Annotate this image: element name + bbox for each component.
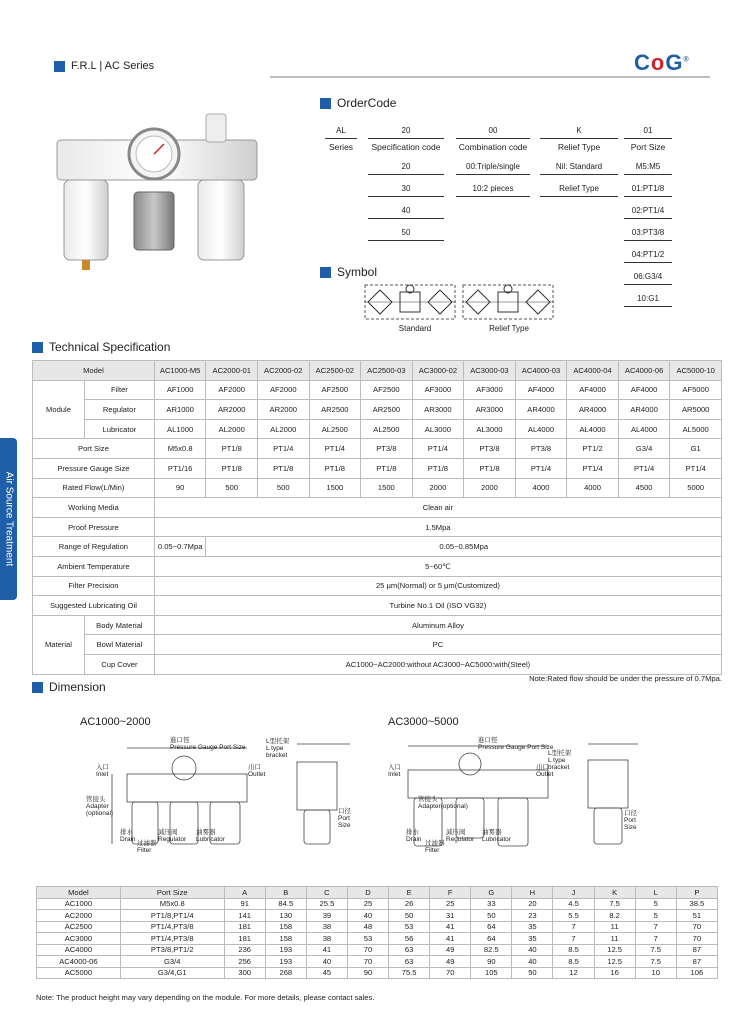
spec-row-proof: Proof Pressure 1.5Mpa [33, 517, 722, 537]
table-cell: 51 [676, 910, 717, 922]
table-cell: AC5000 [37, 967, 121, 979]
dim-right-inlet-label: 入口 Inlet [388, 764, 401, 778]
dim-right-filter-label: 过滤器 Filter [425, 840, 445, 854]
dim-right-regulator-label: 減压阀 Regulator [446, 829, 475, 843]
table-cell: 33 [471, 898, 512, 910]
dim-left-filter-label: 过滤器 Filter [137, 840, 157, 854]
table-cell: 40 [512, 944, 553, 956]
dim-right-gauge-label: 進口徑 Pressure Gauge Port Size [478, 737, 554, 751]
table-cell: 41 [430, 933, 471, 945]
header-bullet [54, 61, 65, 72]
table-row [37, 967, 718, 979]
table-cell: AC4000-06 [37, 956, 121, 968]
table-cell: 25 [347, 898, 388, 910]
dim-left-bracket-label: L型托架 L type bracket [266, 738, 290, 759]
table-cell: 63 [389, 944, 430, 956]
table-row [37, 910, 718, 922]
table-cell: 70 [347, 956, 388, 968]
dim-right-port-label: 口径 Port Size [624, 810, 637, 831]
spec-row-range: Range of Regulation 0.05~0.7Mpa 0.05~0.85Mpa [33, 537, 722, 557]
table-cell: 70 [347, 944, 388, 956]
table-cell: M5x0.8 [120, 898, 224, 910]
table-cell: 8.2 [594, 910, 635, 922]
table-cell: 87 [676, 956, 717, 968]
dim-left-lubricator-label: 油雾器 Lubricator [196, 829, 225, 843]
table-cell: 106 [676, 967, 717, 979]
spec-table [32, 360, 722, 675]
table-cell: PT3/8,PT1/2 [120, 944, 224, 956]
header-divider [270, 76, 710, 78]
table-cell: 70 [676, 921, 717, 933]
table-cell: 82.5 [471, 944, 512, 956]
table-cell: 158 [265, 921, 306, 933]
table-cell: 31 [430, 910, 471, 922]
dim-right-lubricator-label: 油雾器 Lubricator [482, 829, 511, 843]
table-cell: 16 [594, 967, 635, 979]
table-cell: 193 [265, 944, 306, 956]
spec-row-model: Model AC1000-M5 AC2000-01 AC2000-02 AC2500-02 AC2500-03 AC3000-02 AC3000-03 AC4000-03 AC4000-04 AC4000-06 AC5000-10 [33, 361, 722, 381]
table-cell: 5 [635, 910, 676, 922]
spec-row-body: Material Body Material Aluminum Alloy [33, 615, 722, 635]
brand-logo: CoG® [634, 50, 690, 75]
table-row [37, 956, 718, 968]
dim-table [36, 886, 718, 979]
table-cell: 7.5 [594, 898, 635, 910]
table-row [37, 898, 718, 910]
spec-row-lubricator: Lubricator AL1000 AL2000 AL2000 AL2500 AL2500 AL3000 AL3000 AL4000 AL4000 AL4000 AL5000 [33, 419, 722, 439]
side-tab: Air Source Treatment [0, 438, 17, 600]
dim-left-drain-label: 排水 Drain [120, 829, 136, 843]
table-cell: 4.5 [553, 898, 594, 910]
tech-note: Note:Rated flow should be under the pressure of 0.7Mpa. [529, 674, 722, 683]
table-cell: 50 [471, 910, 512, 922]
dim-right-title: AC3000~5000 [388, 716, 459, 728]
spec-row-oil: Suggested Lubricating Oil Turbine No.1 Oil (ISO VG32) [33, 596, 722, 616]
table-cell: 7.5 [635, 944, 676, 956]
table-cell: 181 [224, 933, 265, 945]
dim-left-regulator-label: 減压阀 Regulator [158, 829, 187, 843]
table-cell: 53 [389, 921, 430, 933]
spec-row-precision: Filter Precision 25 μm(Normal) or 5 μm(Customized) [33, 576, 722, 596]
spec-row-regulator: Regulator AR1000 AR2000 AR2000 AR2500 AR2500 AR3000 AR3000 AR4000 AR4000 AR4000 AR5000 [33, 400, 722, 420]
dim-right-drain-label: 排水 Drain [406, 829, 422, 843]
table-cell: 49 [430, 944, 471, 956]
spec-row-gauge: Pressure Gauge Size PT1/16 PT1/8 PT1/8 PT1/8 PT1/8 PT1/8 PT1/8 PT1/4 PT1/4 PT1/4 PT1/4 [33, 458, 722, 478]
table-cell: 8.5 [553, 956, 594, 968]
table-row [37, 933, 718, 945]
product-image [52, 112, 262, 277]
table-row [37, 944, 718, 956]
table-cell: 158 [265, 933, 306, 945]
table-cell: G3/4,G1 [120, 967, 224, 979]
table-cell: 41 [306, 944, 347, 956]
table-cell: 7 [553, 921, 594, 933]
oc-spec: 20 Specification code 20 30 40 50 [368, 126, 444, 241]
table-cell: 12.5 [594, 956, 635, 968]
table-cell: 268 [265, 967, 306, 979]
spec-row-flow: Rated Flow(L/Min) 90 500 500 1500 1500 2000 2000 4000 4000 4500 5000 [33, 478, 722, 498]
table-cell: 256 [224, 956, 265, 968]
tech-title: Technical Specification [32, 340, 170, 354]
table-cell: 75.5 [389, 967, 430, 979]
table-cell: 50 [512, 967, 553, 979]
table-cell: 300 [224, 967, 265, 979]
symbol-standard [364, 284, 456, 320]
table-cell: 91 [224, 898, 265, 910]
dim-right-bracket-label: L型托架 L type bracket [548, 750, 572, 771]
table-cell: 141 [224, 910, 265, 922]
table-cell: 8.5 [553, 944, 594, 956]
table-cell: 35 [512, 933, 553, 945]
table-cell: 49 [430, 956, 471, 968]
table-cell: PT1/8,PT1/4 [120, 910, 224, 922]
table-cell: 181 [224, 921, 265, 933]
dim-right-adapter-label: 管接头 Adapter(optional) [418, 796, 468, 810]
table-cell: 25 [430, 898, 471, 910]
table-cell: 10 [635, 967, 676, 979]
table-cell: 70 [430, 967, 471, 979]
header-title: F.R.L | AC Series [71, 60, 155, 72]
table-cell: 105 [471, 967, 512, 979]
table-cell: 38 [306, 933, 347, 945]
dim-note: Note: The product height may vary depending on the module. For more details, please contact sales. [36, 993, 375, 1002]
table-cell: 45 [306, 967, 347, 979]
table-cell: 7 [635, 921, 676, 933]
table-cell: 12.5 [594, 944, 635, 956]
table-cell: 11 [594, 933, 635, 945]
table-cell: AC2000 [37, 910, 121, 922]
dimension-title: Dimension [32, 680, 106, 694]
dim-header-row: Model Port Size A B C D E F G H J K L P [37, 887, 718, 899]
oc-relief: K Relief Type Nil: Standard Relief Type [540, 126, 618, 197]
dim-left-adapter-label: 管接头 Adapter (optional) [86, 796, 114, 817]
symbol-standard-label: Standard [398, 324, 432, 333]
table-cell: 64 [471, 933, 512, 945]
table-cell: PT1/4,PT3/8 [120, 921, 224, 933]
table-cell: AC4000 [37, 944, 121, 956]
table-cell: 48 [347, 921, 388, 933]
table-cell: 5 [635, 898, 676, 910]
spec-row-port: Port Size M5x0.8 PT1/8 PT1/4 PT1/4 PT3/8 PT1/4 PT3/8 PT3/8 PT1/2 G3/4 G1 [33, 439, 722, 459]
table-cell: 53 [347, 933, 388, 945]
symbol-relief-label: Relief Type [489, 324, 529, 333]
table-cell: 38 [306, 921, 347, 933]
spec-row-bowl: Bowl Material PC [33, 635, 722, 655]
oc-series: AL Series [325, 126, 357, 152]
table-row [37, 921, 718, 933]
dim-right-outlet-label: 出口 Outlet [536, 764, 554, 778]
table-cell: 193 [265, 956, 306, 968]
table-cell: 26 [389, 898, 430, 910]
symbol-relief [462, 284, 554, 320]
table-cell: 7 [553, 933, 594, 945]
table-cell: 90 [471, 956, 512, 968]
table-cell: 236 [224, 944, 265, 956]
dim-left-title: AC1000~2000 [80, 716, 151, 728]
dim-left-port-label: 口径 Port Size [338, 808, 351, 829]
table-cell: 87 [676, 944, 717, 956]
table-cell: 11 [594, 921, 635, 933]
table-cell: 40 [512, 956, 553, 968]
table-cell: 39 [306, 910, 347, 922]
spec-row-media: Working Media Clean air [33, 498, 722, 518]
table-cell: 7 [635, 933, 676, 945]
table-cell: AC2500 [37, 921, 121, 933]
table-cell: PT1/4,PT3/8 [120, 933, 224, 945]
oc-combination: 00 Combination code 00:Triple/single 10:2 pieces [456, 126, 530, 197]
table-cell: 23 [512, 910, 553, 922]
table-cell: 25.5 [306, 898, 347, 910]
series-header [54, 60, 154, 72]
table-cell: 90 [347, 967, 388, 979]
symbol-title: Symbol [320, 265, 377, 279]
oc-port: 01 Port Size M5:M5 01:PT1/8 02:PT1/4 03:PT3/8 04:PT1/2 06:G3/4 10:G1 [624, 126, 672, 307]
spec-row-temp: Ambient Temperature 5~60℃ [33, 556, 722, 576]
dim-left-gauge-label: 進口徑 Pressure Gauge Port Size [170, 737, 246, 751]
table-cell: 5.5 [553, 910, 594, 922]
table-cell: 84.5 [265, 898, 306, 910]
table-cell: 7.5 [635, 956, 676, 968]
table-cell: 130 [265, 910, 306, 922]
table-cell: G3/4 [120, 956, 224, 968]
table-cell: 35 [512, 921, 553, 933]
table-cell: 40 [306, 956, 347, 968]
table-cell: 64 [471, 921, 512, 933]
table-cell: 70 [676, 933, 717, 945]
table-cell: 41 [430, 921, 471, 933]
dim-left-outlet-label: 出口 Outlet [248, 764, 266, 778]
ordercode-title: OrderCode [320, 96, 396, 110]
spec-row-filter: Module Filter AF1000 AF2000 AF2000 AF2500 AF2500 AF3000 AF3000 AF4000 AF4000 AF4000 AF5000 [33, 380, 722, 400]
table-cell: 50 [389, 910, 430, 922]
table-cell: 38.5 [676, 898, 717, 910]
table-cell: 20 [512, 898, 553, 910]
spec-row-cup: Cup Cover AC1000~AC2000:without AC3000~AC5000:with(Steel) [33, 654, 722, 674]
table-cell: 63 [389, 956, 430, 968]
table-cell: 12 [553, 967, 594, 979]
dim-left-inlet-label: 入口 Inlet [96, 764, 109, 778]
table-cell: 56 [389, 933, 430, 945]
table-cell: AC3000 [37, 933, 121, 945]
table-cell: AC1000 [37, 898, 121, 910]
table-cell: 40 [347, 910, 388, 922]
